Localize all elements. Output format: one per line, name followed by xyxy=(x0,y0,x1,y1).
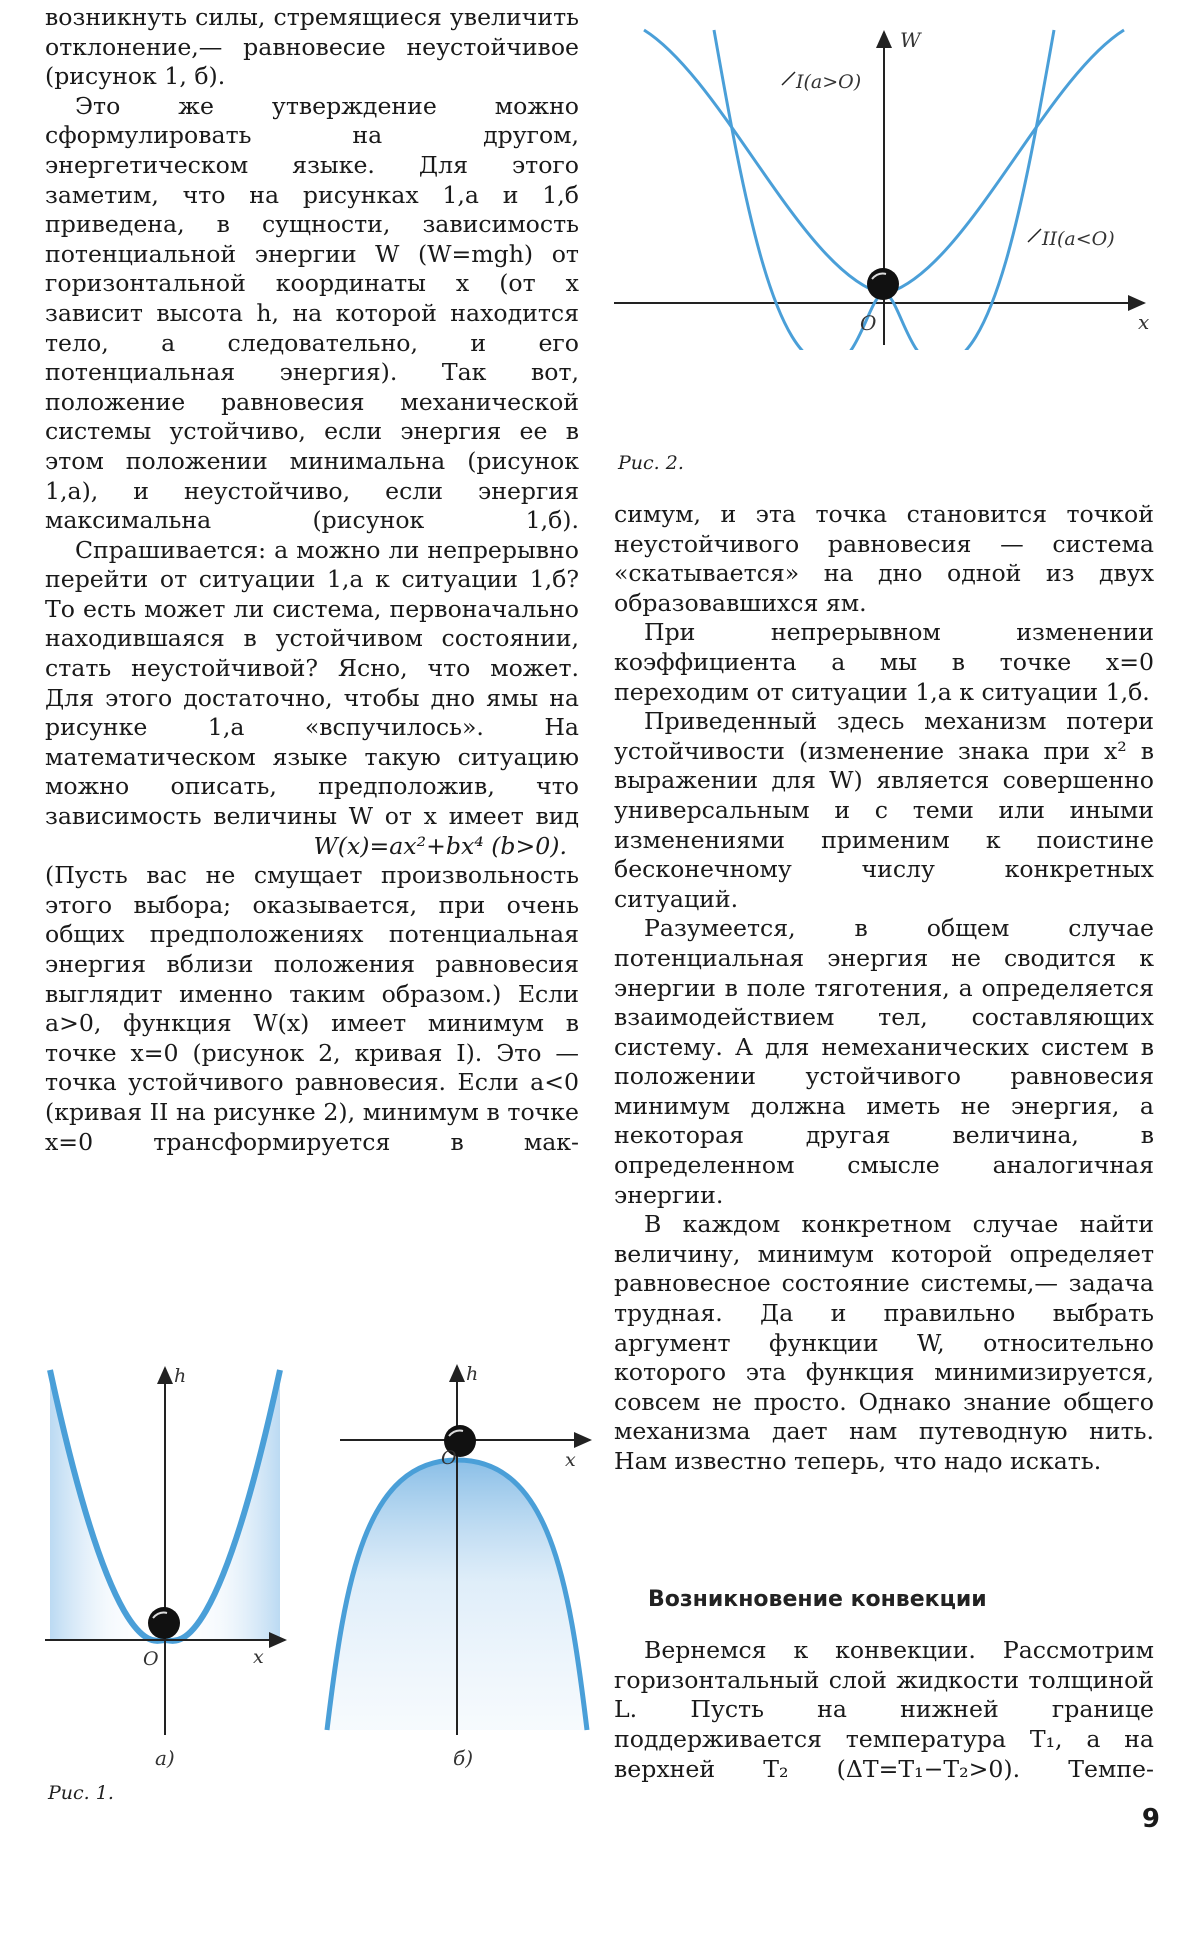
figure-1b xyxy=(327,1363,590,1770)
figure-1 xyxy=(45,1340,605,1770)
x-axis-label: x xyxy=(253,1646,264,1668)
left-text-column xyxy=(45,3,579,1157)
panel-a-label: а) xyxy=(155,1746,175,1770)
figure-2 xyxy=(604,20,1164,350)
h-axis-label: h xyxy=(174,1365,187,1387)
paragraph: В каждом конкретном случае найти величину, минимум которой определяет равновесное состояние системы,— задача трудная. Да и правильно выбрать аргумент функции W, относительно которого эта функция минимизируется, совсем не просто. Однако знание общего механизма дает нам путеводную нить. Нам известно теперь, что надо искать. xyxy=(614,1210,1154,1475)
paragraph: Спрашивается: а можно ли непрерывно перейти от ситуации 1,а к ситуации 1,б? То есть может ли система, первоначально находившаяся в устойчивом состоянии, стать неустойчивой? Ясно, что может. Для этого достаточно, чтобы дно ямы на рисунке 1,а «вспучилось». На математическом языке такую ситуацию можно описать, предположив, что зависимость величины W от x имеет вид xyxy=(45,535,579,831)
origin-label: O xyxy=(860,311,877,335)
x-axis-label: x xyxy=(1138,310,1150,334)
h-axis-label: h xyxy=(466,1363,479,1385)
paragraph: возникнуть силы, стремящиеся увеличить отклонение,— равновесие неустойчивое (рисунок 1, б). xyxy=(45,3,579,91)
right-text-column xyxy=(614,500,1154,1784)
panel-b-label: б) xyxy=(453,1746,474,1770)
paragraph: симум, и эта точка становится точкой неустойчивого равновесия — система «скатывается» на дно одной из двух образовавшихся ям. xyxy=(614,500,1154,617)
formula: W(x)=ax²+bx⁴ (b>0). xyxy=(313,831,567,860)
figure-2-caption: Рис. 2. xyxy=(618,452,684,474)
paragraph: Приведенный здесь механизм потери устойчивости (изменение знака при x² в выражении для W) является совершенно универсальным и с теми или иными изменениями применим к поистине бесконечному числу конкретных ситуаций. xyxy=(614,707,1154,913)
figure-1-caption: Рис. 1. xyxy=(48,1782,114,1804)
origin-label: O xyxy=(143,1648,159,1670)
curve-ii-label: II(a<O) xyxy=(1042,228,1115,250)
paragraph: Вернемся к конвекции. Рассмотрим горизонтальный слой жидкости толщиной L. Пусть на нижней границе поддерживается температура T₁, а на верхней T₂ (ΔT=T₁−T₂>0). Темпе- xyxy=(614,1636,1154,1783)
figure-1a xyxy=(45,1365,285,1770)
paragraph: При непрерывном изменении коэффициента a мы в точке x=0 переходим от ситуации 1,а к ситуации 1,б. xyxy=(614,618,1154,706)
section-heading: Возникновение конвекции xyxy=(648,1586,987,1612)
paragraph: Разумеется, в общем случае потенциальная энергия не сводится к энергии в поле тяготения, а определяется взаимодействием тел, составляющих систему. А для немеханических систем в положении устойчивого равновесия минимум должна иметь не энергия, а некоторая другая величина, в определенном смысле аналогичная энергии. xyxy=(614,914,1154,1209)
w-axis-label: W xyxy=(900,28,921,52)
paragraph: (Пусть вас не смущает произвольность этого выбора; оказывается, при очень общих предположениях потенциальная энергия вблизи положения равновесия выглядит именно таким образом.) Если a>0, функция W(x) имеет минимум в точке x=0 (рисунок 2, кривая I). Это — точка устойчивого равновесия. Если a<0 (кривая II на рисунке 2), минимум в точке x=0 трансформируется в мак- xyxy=(45,861,579,1156)
origin-label: O xyxy=(441,1447,457,1469)
curve-i-label: I(a>O) xyxy=(796,71,862,93)
x-axis-label: x xyxy=(565,1449,576,1471)
page-number: 9 xyxy=(1141,1804,1160,1834)
paragraph: Это же утверждение можно сформулировать на другом, энергетическом языке. Для этого заметим, что на рисунках 1,а и 1,б приведена, в сущности, зависимость потенциальной энергии W (W=mgh) от горизонтальной координаты x (от x зависит высота h, на которой находится тело, а следовательно, и его потенциальная энергия). Так вот, положение равновесия механической системы устойчиво, если энергия ее в этом положении минимальна (рисунок 1,а), и неустойчиво, если энергия максимальна (рисунок 1,б). xyxy=(45,91,579,535)
